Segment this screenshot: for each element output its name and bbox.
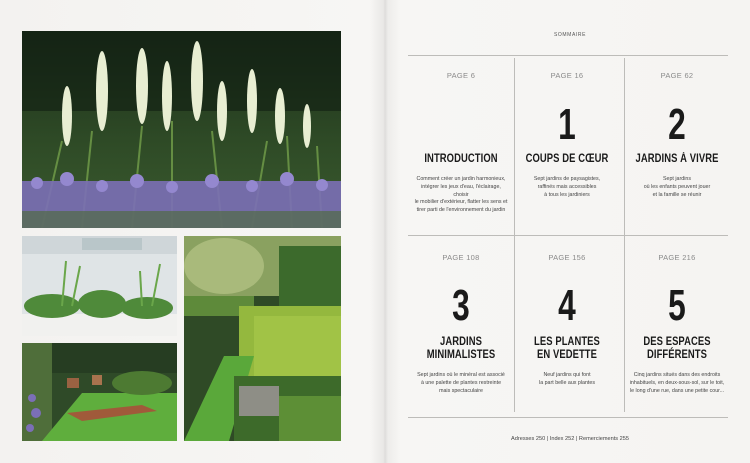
toc-footer: Adresses 250 | Index 252 | Remerciements 255 xyxy=(511,436,629,442)
section-title: COUPS DE CŒUR xyxy=(525,153,609,165)
page-number: PAGE 16 xyxy=(550,71,584,80)
section-number: 5 xyxy=(668,281,686,330)
page-number: PAGE 62 xyxy=(660,71,694,80)
section-description: Comment créer un jardin harmonieux, intégrer les jeux d'eau, l'éclairage, choisir le mobilier d'extérieur, flatter les sens et tirer parti de l'environnement du jardin xyxy=(414,176,508,214)
section-number: 4 xyxy=(558,281,576,330)
page-number: PAGE 6 xyxy=(446,71,476,80)
section-description: Sept jardins de paysagistes, raffinés mais accessibles à tous les jardiniers xyxy=(533,176,601,198)
page-number: PAGE 216 xyxy=(658,253,696,262)
toc-section-1[interactable] xyxy=(515,58,619,233)
divider-bottom xyxy=(408,417,728,418)
photo-white-wall-garden xyxy=(22,236,177,336)
section-description: Sept jardins où les enfants peuvent jouer et la famille se réunir xyxy=(643,176,711,198)
section-title: JARDINS MINIMALISTES xyxy=(426,336,496,361)
sommaire-heading: SOMMAIRE xyxy=(553,32,587,38)
section-title: INTRODUCTION xyxy=(424,153,498,165)
section-number: 1 xyxy=(558,100,576,149)
page-number: PAGE 156 xyxy=(548,253,586,262)
toc-section-2[interactable] xyxy=(625,58,729,233)
section-number: 2 xyxy=(668,100,686,149)
photo-lawn-path-garden xyxy=(22,343,177,441)
section-title: DES ESPACES DIFFÉRENTS xyxy=(643,336,711,361)
section-number: 3 xyxy=(452,281,470,330)
photo-garden-flowers xyxy=(22,31,341,228)
book-gutter-shadow xyxy=(370,0,400,463)
section-description: Cinq jardins situés dans des endroits inhabituels, en deux-sous-sol, sur le toit, le long d'une rue, dans une petite cour... xyxy=(629,372,725,394)
section-description: Sept jardins où le minéral est associé à une palette de plantes restreinte mais spectaculaire xyxy=(417,372,505,394)
photo-hedges-garden xyxy=(184,236,341,441)
section-description: Neuf jardins qui font la part belle aux plantes xyxy=(539,372,595,386)
toc-section-5[interactable] xyxy=(625,238,729,413)
divider-top xyxy=(408,55,728,56)
toc-section-introduction[interactable] xyxy=(409,58,513,233)
section-title: LES PLANTES EN VEDETTE xyxy=(534,336,600,361)
toc-section-3[interactable] xyxy=(409,238,513,413)
divider-middle xyxy=(408,235,728,236)
page-number: PAGE 108 xyxy=(442,253,480,262)
toc-section-4[interactable] xyxy=(515,238,619,413)
section-title: JARDINS À VIVRE xyxy=(635,153,719,165)
